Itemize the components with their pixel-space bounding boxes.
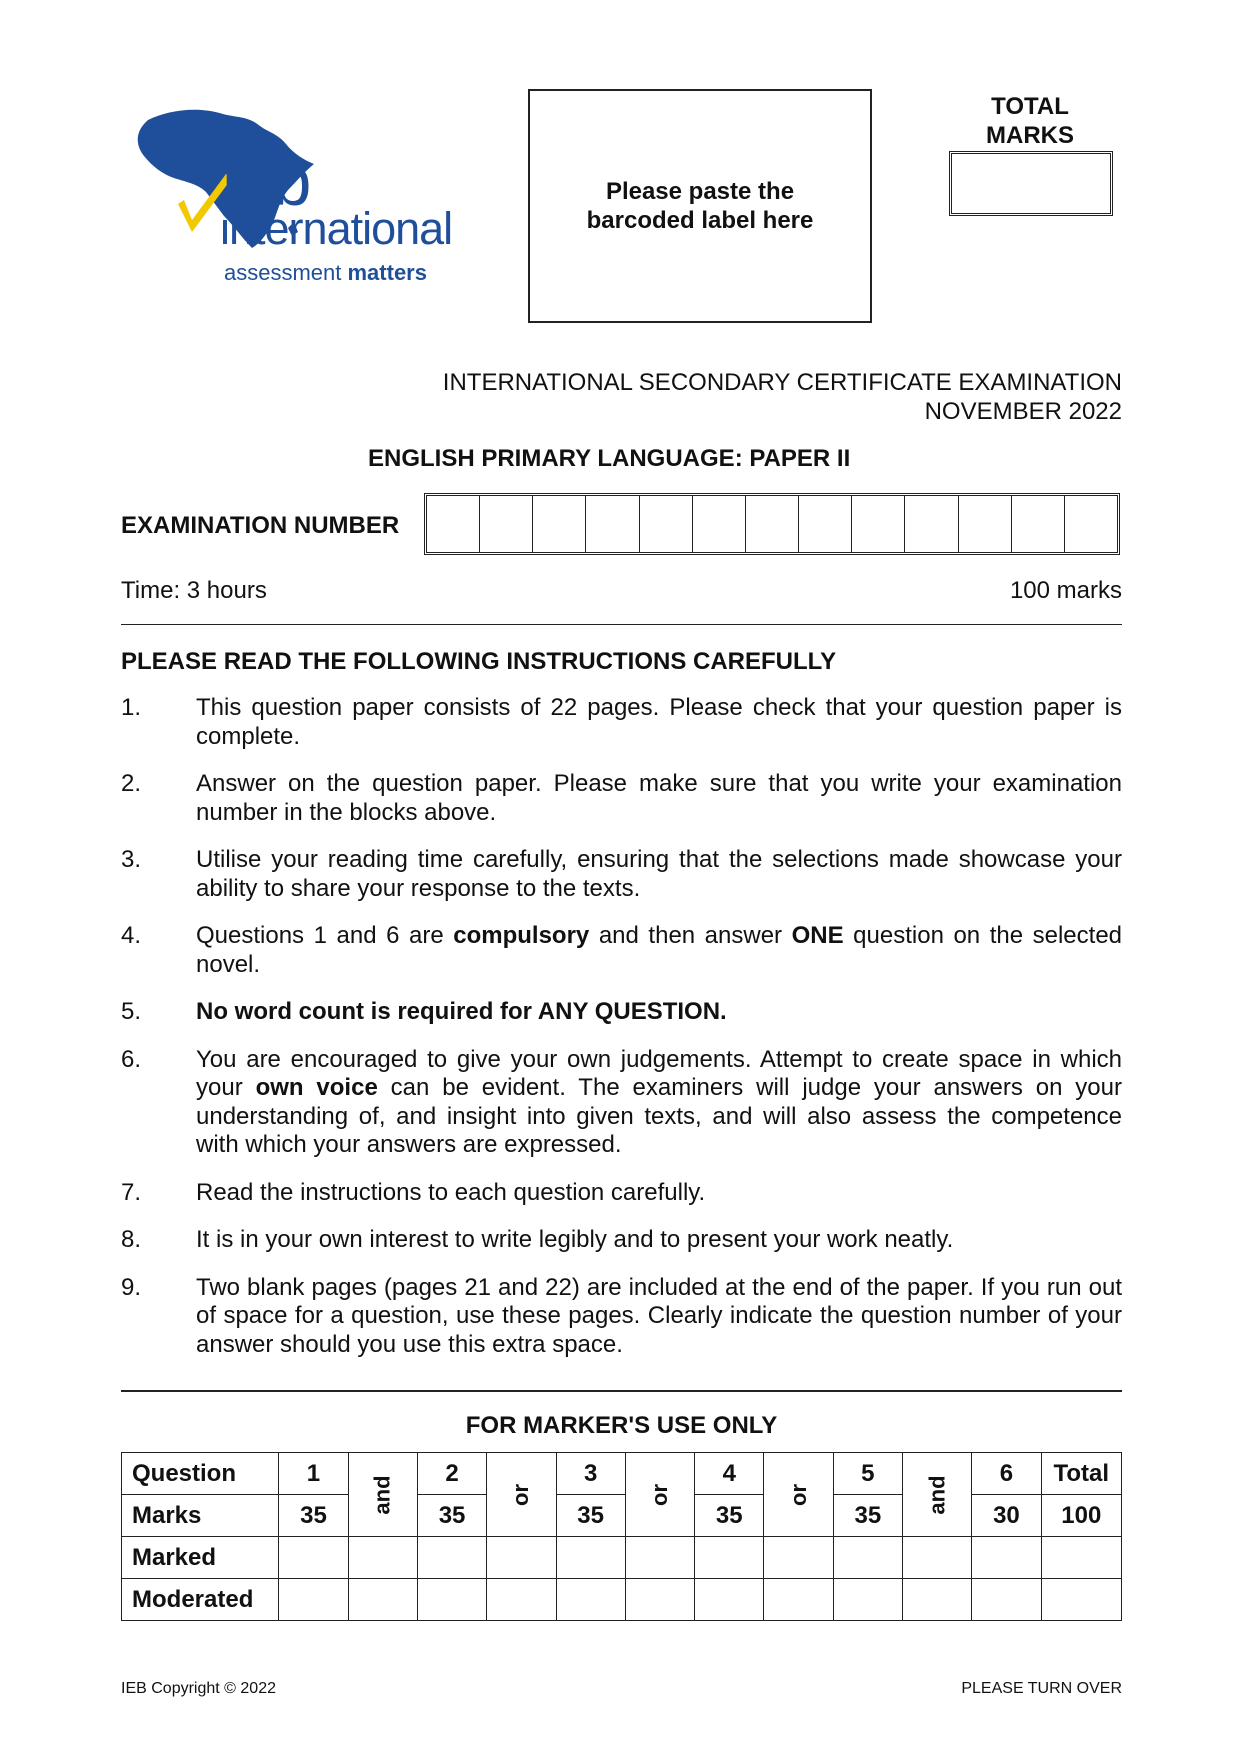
- instruction-item: [121, 922, 1122, 979]
- exam-title-line1: INTERNATIONAL SECONDARY CERTIFICATE EXAMINATION: [442, 369, 1122, 396]
- instructions-heading: PLEASE READ THE FOLLOWING INSTRUCTIONS CAREFULLY: [121, 648, 837, 675]
- question-marks: 35: [556, 1495, 625, 1537]
- mark-entry-cell[interactable]: [348, 1537, 417, 1579]
- divider: [121, 624, 1122, 625]
- mark-entry-cell[interactable]: [764, 1579, 833, 1621]
- total-header: Total: [1041, 1453, 1121, 1495]
- question-number: 2: [417, 1453, 486, 1495]
- exam-number-digit-box[interactable]: [959, 496, 1012, 552]
- instruction-text-segment: Read the instructions to each question carefully.: [196, 1178, 706, 1206]
- instruction-number: 8.: [121, 1226, 142, 1253]
- mark-entry-cell[interactable]: [972, 1579, 1041, 1621]
- question-number: 1: [279, 1453, 348, 1495]
- connector-label: and: [924, 1474, 950, 1515]
- instructions-list: [121, 694, 1122, 1378]
- mark-entry-cell[interactable]: [625, 1537, 694, 1579]
- marker-table-row: [122, 1579, 1122, 1621]
- question-marks: 35: [279, 1495, 348, 1537]
- exam-number-digit-box[interactable]: [640, 496, 693, 552]
- barcode-label-text: Please paste the barcoded label here: [586, 178, 814, 234]
- instruction-text-segment: Questions 1 and 6 are: [196, 922, 454, 949]
- mark-entry-cell[interactable]: [487, 1537, 556, 1579]
- connector-cell: [625, 1453, 694, 1537]
- mark-entry-cell[interactable]: [417, 1537, 486, 1579]
- connector-label: and: [369, 1474, 395, 1515]
- mark-entry-cell[interactable]: [902, 1579, 971, 1621]
- row-label: Marks: [122, 1495, 279, 1537]
- marker-table-row: [122, 1495, 1122, 1537]
- connector-cell: [487, 1453, 556, 1537]
- barcode-label-box: [528, 89, 872, 323]
- logo-tagline: [224, 260, 427, 286]
- instruction-number: 4.: [121, 922, 142, 949]
- instruction-text: [196, 1046, 1122, 1160]
- exam-number-digit-box[interactable]: [427, 496, 480, 552]
- question-number: 5: [833, 1453, 902, 1495]
- mark-entry-cell[interactable]: [279, 1537, 348, 1579]
- connector-cell: [764, 1453, 833, 1537]
- mark-entry-cell[interactable]: [972, 1537, 1041, 1579]
- instruction-text-segment: You are encouraged to give your own judgements. Attempt to create space in which your: [196, 1045, 1122, 1101]
- marker-table: [121, 1452, 1122, 1621]
- exam-number-digit-box[interactable]: [586, 496, 639, 552]
- total-marks-label-line2: MARKS: [986, 122, 1074, 149]
- exam-number-digit-box[interactable]: [905, 496, 958, 552]
- mark-entry-cell[interactable]: [833, 1579, 902, 1621]
- mark-entry-cell[interactable]: [695, 1579, 764, 1621]
- instruction-number: 5.: [121, 998, 142, 1025]
- instruction-number: 2.: [121, 770, 142, 797]
- instruction-text-segment: This question paper consists of 22 pages. Please check that your question paper is complete.: [196, 694, 1122, 750]
- total-marks-label: [950, 92, 1110, 150]
- row-label: Marked: [122, 1537, 279, 1579]
- instruction-item: [121, 998, 1122, 1027]
- logo-international-text: international: [220, 203, 453, 254]
- connector-label: or: [646, 1483, 672, 1506]
- footer-copyright: IEB Copyright © 2022: [121, 1680, 276, 1697]
- instruction-item: [121, 694, 1122, 751]
- exam-number-digit-box[interactable]: [1012, 496, 1065, 552]
- logo-ieb-text: ieb: [222, 142, 310, 220]
- instruction-text-segment: Two blank pages (pages 21 and 22) are included at the end of the paper. If you run out of space for a question, use these pages. Clearly indicate the question number of your answer should you use this extra space.: [196, 1273, 1122, 1358]
- instruction-item: [121, 846, 1122, 903]
- connector-cell: [348, 1453, 417, 1537]
- instruction-text: [196, 922, 1122, 979]
- instruction-text-segment: question on the selected novel.: [196, 922, 1123, 978]
- divider: [121, 1390, 1122, 1392]
- exam-title: [443, 368, 1122, 426]
- connector-label: or: [508, 1483, 534, 1506]
- instruction-text-segment: Utilise your reading time carefully, ensuring that the selections made showcase your ability to share your response to the texts.: [196, 846, 1122, 902]
- instruction-text: [196, 1274, 1122, 1360]
- exam-number-digit-box[interactable]: [693, 496, 746, 552]
- instruction-number: 6.: [121, 1045, 142, 1073]
- exam-number-digit-box[interactable]: [746, 496, 799, 552]
- question-number: 3: [556, 1453, 625, 1495]
- exam-number-label: EXAMINATION NUMBER: [121, 512, 400, 539]
- mark-entry-cell[interactable]: [695, 1537, 764, 1579]
- connector-cell: [902, 1453, 971, 1537]
- mark-entry-cell[interactable]: [417, 1579, 486, 1621]
- instruction-text-segment: No word count is required for ANY QUESTION.: [196, 998, 727, 1025]
- instruction-item: [121, 1226, 1122, 1255]
- mark-entry-cell[interactable]: [764, 1537, 833, 1579]
- mark-entry-cell[interactable]: [279, 1579, 348, 1621]
- total-entry-cell[interactable]: [1041, 1579, 1121, 1621]
- exam-number-digit-box[interactable]: [1065, 496, 1117, 552]
- instruction-number: 9.: [121, 1273, 142, 1301]
- instruction-item: [121, 1274, 1122, 1360]
- question-marks: 35: [417, 1495, 486, 1537]
- instruction-text: [196, 770, 1122, 827]
- question-number: 4: [695, 1453, 764, 1495]
- instruction-number: 7.: [121, 1178, 142, 1206]
- total-marks-value: 100: [1041, 1495, 1121, 1537]
- mark-entry-cell[interactable]: [902, 1537, 971, 1579]
- marker-table-row: [122, 1537, 1122, 1579]
- mark-entry-cell[interactable]: [833, 1537, 902, 1579]
- subject-title: ENGLISH PRIMARY LANGUAGE: PAPER II: [368, 445, 851, 472]
- question-marks: 30: [972, 1495, 1041, 1537]
- instruction-text-segment: can be evident. The examiners will judge your answers on your understanding of, and insight into given texts, and will also assess the competence with which your answers are expressed.: [196, 1074, 1122, 1158]
- question-marks: 35: [833, 1495, 902, 1537]
- instruction-text-segment: It is in your own interest to write legibly and to present your work neatly.: [196, 1226, 954, 1253]
- ieb-logo: [128, 108, 488, 308]
- connector-label: or: [785, 1483, 811, 1506]
- question-marks: 35: [695, 1495, 764, 1537]
- instruction-item: [121, 1179, 1122, 1208]
- mark-entry-cell[interactable]: [487, 1579, 556, 1621]
- instruction-text: [196, 998, 1122, 1027]
- marker-heading: FOR MARKER'S USE ONLY: [465, 1412, 778, 1439]
- total-entry-cell[interactable]: [1041, 1537, 1121, 1579]
- mark-entry-cell[interactable]: [625, 1579, 694, 1621]
- footer-turn-over: PLEASE TURN OVER: [961, 1680, 1122, 1697]
- instruction-text: [196, 694, 1122, 751]
- exam-date: NOVEMBER 2022: [924, 398, 1122, 425]
- instruction-number: 3.: [121, 846, 142, 873]
- row-label: Moderated: [122, 1579, 279, 1621]
- instruction-text-segment: and then answer: [589, 922, 792, 949]
- instruction-text-segment: Answer on the question paper. Please make sure that you write your examination number in the blocks above.: [196, 770, 1122, 826]
- instruction-text-segment: own voice: [255, 1074, 378, 1101]
- instruction-text: [196, 1179, 1122, 1208]
- exam-number-boxes[interactable]: [424, 493, 1120, 555]
- time-allowed: Time: 3 hours: [121, 577, 267, 604]
- instruction-text: [196, 846, 1122, 903]
- logo-tagline-part1: assessment: [224, 260, 348, 285]
- total-marks-text: 100 marks: [1009, 577, 1122, 604]
- mark-entry-cell[interactable]: [556, 1537, 625, 1579]
- instruction-item: [121, 1046, 1122, 1160]
- total-marks-box[interactable]: [949, 151, 1113, 216]
- exam-number-digit-box[interactable]: [799, 496, 852, 552]
- exam-number-digit-box[interactable]: [852, 496, 905, 552]
- exam-number-digit-box[interactable]: [480, 496, 533, 552]
- mark-entry-cell[interactable]: [556, 1579, 625, 1621]
- instruction-text: [196, 1226, 1122, 1255]
- marker-table-row: [122, 1453, 1122, 1495]
- mark-entry-cell[interactable]: [348, 1579, 417, 1621]
- instruction-text-segment: compulsory: [453, 922, 590, 949]
- instruction-item: [121, 770, 1122, 827]
- row-label: Question: [122, 1453, 279, 1495]
- instruction-text-segment: ONE: [791, 922, 844, 949]
- total-marks-label-line1: TOTAL: [991, 93, 1069, 120]
- logo-tagline-part2: matters: [347, 260, 427, 285]
- question-number: 6: [972, 1453, 1041, 1495]
- instruction-number: 1.: [121, 694, 142, 721]
- exam-number-digit-box[interactable]: [533, 496, 586, 552]
